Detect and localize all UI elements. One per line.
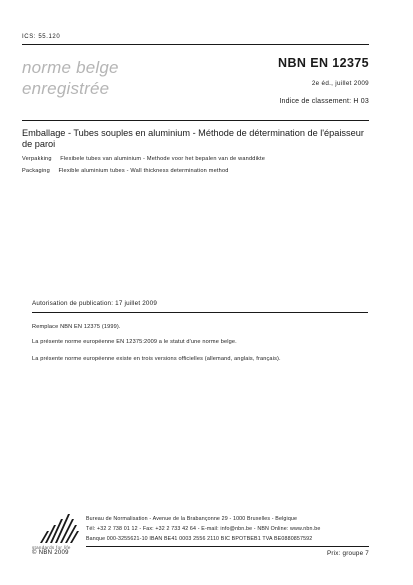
brand-line-1: norme belge [22, 58, 119, 77]
languages-note: La présente norme européenne existe en trois versions officielles (allemand, anglais, français). [32, 356, 281, 362]
standard-number: NBN EN 12375 [278, 56, 369, 70]
copyright: © NBN 2009 [32, 550, 69, 556]
title-french: Emballage - Tubes souples en aluminium - Méthode de détermination de l'épaisseur de paroi [22, 128, 364, 149]
title-english: Flexible aluminium tubes - Wall thickness determination method [58, 168, 229, 174]
edition-date: 2e éd., juillet 2009 [311, 80, 369, 87]
ics-code: ICS: 55.120 [22, 34, 61, 40]
title-dutch-row [22, 156, 265, 162]
status-note: La présente norme européenne EN 12375:2009 a le statut d'une norme belge. [32, 339, 237, 345]
classification-index: Indice de classement: H 03 [279, 98, 369, 105]
title-dutch: Flexibele tubes van aluminium - Methode voor het bepalen van de wanddikte [60, 156, 266, 162]
publisher-contact: Tél: +32 2 738 01 12 - Fax: +32 2 733 42 64 - E-mail: info@nbn.be - NBN Online: www.nbn.be [86, 526, 321, 532]
publisher-address: Bureau de Normalisation - Avenue de la Brabançonne 29 - 1000 Bruxelles - Belgique [86, 516, 298, 522]
authorisation-divider [32, 312, 368, 313]
title-top-divider [22, 120, 369, 121]
nbn-logo [38, 511, 80, 545]
publisher-bank: Banque 000-3255621-10 IBAN BE41 0003 2556 2110 BIC BPOTBEB1 TVA BE0880857592 [86, 536, 313, 542]
replaces-note: Remplace NBN EN 12375 (1999). [32, 324, 121, 330]
footer-divider [86, 546, 369, 547]
brand-line-2: enregistrée [22, 79, 110, 98]
price-group: Prix: groupe 7 [326, 550, 369, 557]
publication-authorisation: Autorisation de publication: 17 juillet 2009 [32, 300, 158, 307]
title-english-row [22, 168, 229, 174]
logo-caption: standards for life [32, 545, 71, 550]
top-divider [22, 44, 369, 45]
title-dutch-lang: Verpakking [22, 156, 52, 162]
title-english-lang: Packaging [22, 168, 50, 174]
